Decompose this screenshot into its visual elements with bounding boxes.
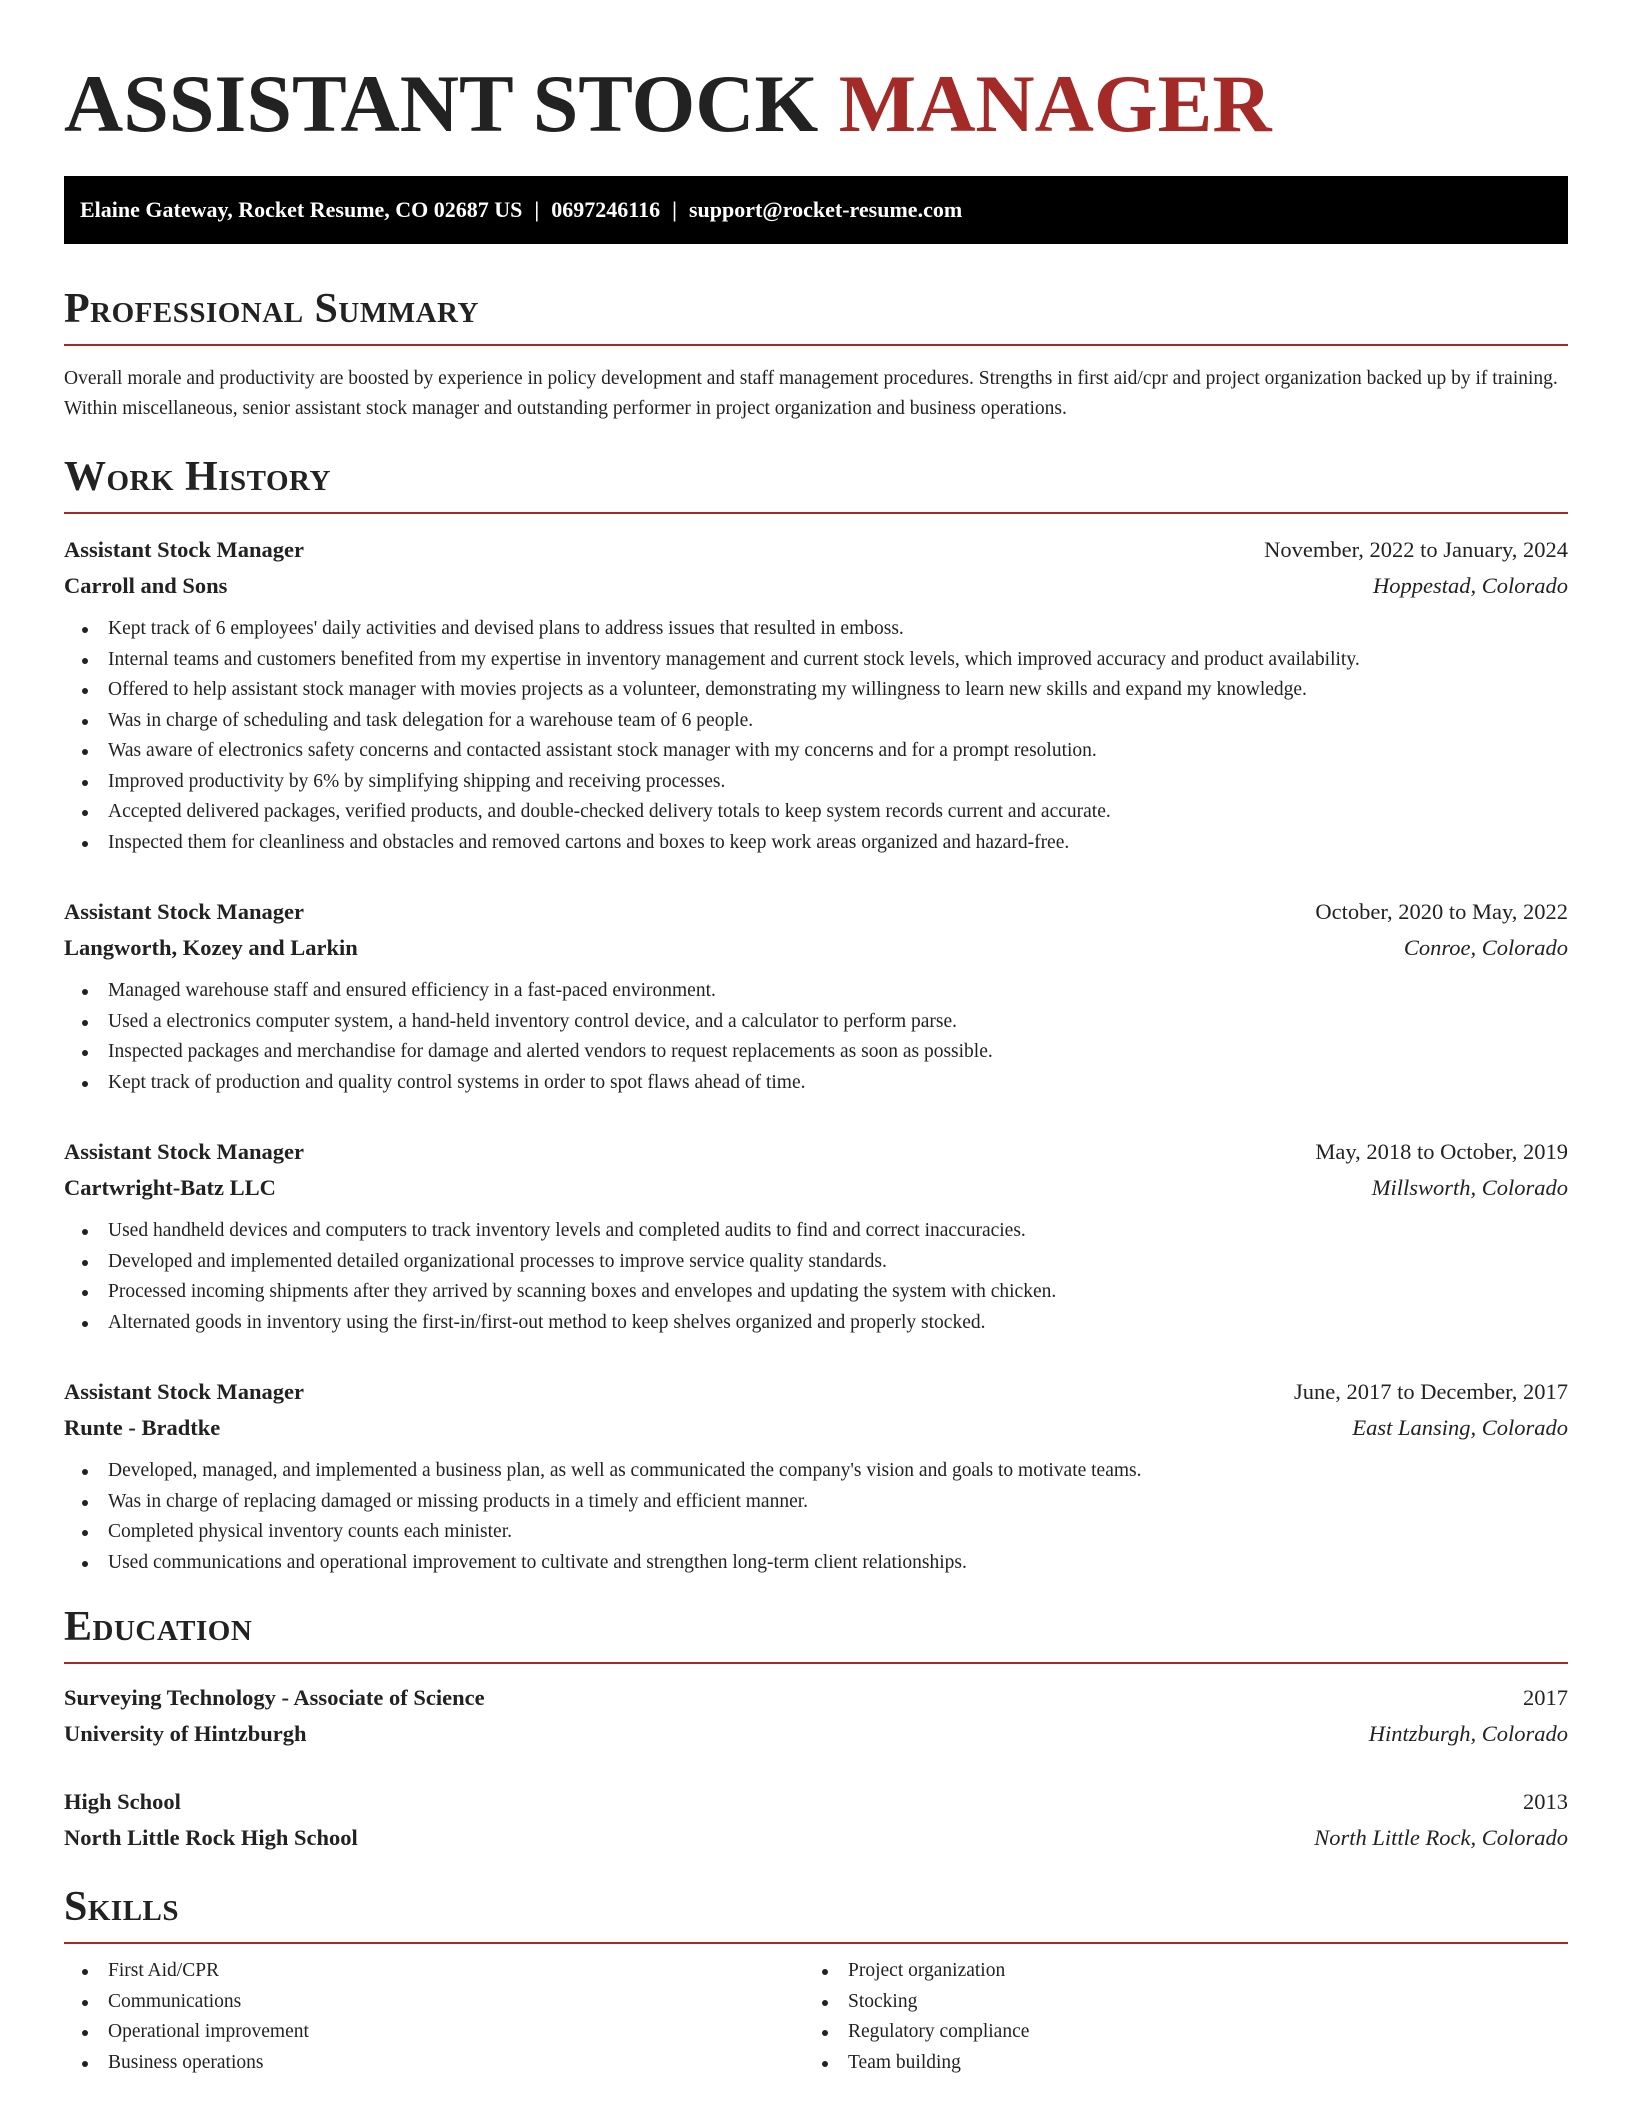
list-item: Completed physical inventory counts each minister.: [108, 1517, 1568, 1548]
skills-list: [64, 1956, 804, 2078]
list-item: Used a electronics computer system, a hand-held inventory control device, and a calculator to perform parse.: [108, 1007, 1568, 1038]
list-item: Kept track of production and quality control systems in order to spot flaws ahead of time.: [108, 1068, 1568, 1099]
skills-list: [804, 1956, 1544, 2078]
education-school-row: [64, 1820, 1568, 1856]
list-item: Improved productivity by 6% by simplifying shipping and receiving processes.: [108, 767, 1568, 798]
education-school: University of Hintzburgh: [64, 1721, 307, 1746]
job-title: Assistant Stock Manager: [64, 537, 304, 562]
list-item: Alternated goods in inventory using the first-in/first-out method to keep shelves organized and properly stocked.: [108, 1308, 1568, 1339]
list-item: Offered to help assistant stock manager with movies projects as a volunteer, demonstrating my willingness to learn new skills and expand my knowledge.: [108, 675, 1568, 706]
job-company: Carroll and Sons: [64, 573, 228, 598]
list-item: Kept track of 6 employees' daily activities and devised plans to address issues that resulted in emboss.: [108, 614, 1568, 645]
education-year: 2013: [1523, 1789, 1568, 1814]
skills-heading: Skills: [64, 1884, 180, 1930]
page-title: [64, 0, 1568, 176]
education-school: North Little Rock High School: [64, 1825, 358, 1850]
education-degree: High School: [64, 1789, 181, 1814]
job-location: Conroe, Colorado: [1403, 935, 1568, 960]
list-item: Developed, managed, and implemented a business plan, as well as communicated the company's vision and goals to motivate teams.: [108, 1456, 1568, 1487]
job-entry: [64, 532, 1568, 858]
job-header-row: [64, 1134, 1568, 1170]
section-divider: [64, 1662, 1568, 1664]
list-item: Accepted delivered packages, verified products, and double-checked delivery totals to keep system records current and accurate.: [108, 797, 1568, 828]
resume-page: [64, 0, 1568, 2078]
job-dates: November, 2022 to January, 2024: [1264, 537, 1568, 562]
job-company-row: [64, 1410, 1568, 1446]
list-item: Regulatory compliance: [848, 2017, 1544, 2048]
list-item: Was in charge of scheduling and task delegation for a warehouse team of 6 people.: [108, 706, 1568, 737]
work-history-heading: Work History: [64, 454, 331, 500]
job-bullets: [64, 1456, 1568, 1578]
education-degree-row: [64, 1680, 1568, 1716]
education-location: North Little Rock, Colorado: [1314, 1825, 1568, 1850]
job-dates: October, 2020 to May, 2022: [1315, 899, 1568, 924]
list-item: Internal teams and customers benefited from my expertise in inventory management and current stock levels, which improved accuracy and product availability.: [108, 645, 1568, 676]
list-item: Stocking: [848, 1987, 1544, 2018]
section-divider: [64, 1942, 1568, 1944]
summary-section: [64, 284, 1568, 424]
job-title: Assistant Stock Manager: [64, 1379, 304, 1404]
job-title: Assistant Stock Manager: [64, 1139, 304, 1164]
list-item: Inspected packages and merchandise for damage and alerted vendors to request replacements as soon as possible.: [108, 1037, 1568, 1068]
job-company-row: [64, 1170, 1568, 1206]
job-bullets: [64, 1216, 1568, 1338]
contact-phone: 0697246116: [551, 197, 661, 222]
list-item: Team building: [848, 2048, 1544, 2079]
job-entry: [64, 1134, 1568, 1338]
education-entry: [64, 1680, 1568, 1752]
job-company-row: [64, 568, 1568, 604]
education-section: [64, 1602, 1568, 1856]
job-header-row: [64, 1374, 1568, 1410]
contact-separator: |: [672, 197, 677, 222]
job-header-row: [64, 894, 1568, 930]
job-bullets: [64, 976, 1568, 1098]
job-company-row: [64, 930, 1568, 966]
list-item: Developed and implemented detailed organizational processes to improve service quality standards.: [108, 1247, 1568, 1278]
job-location: East Lansing, Colorado: [1352, 1415, 1568, 1440]
contact-separator: |: [534, 197, 540, 222]
list-item: Operational improvement: [108, 2017, 804, 2048]
job-entry: [64, 1374, 1568, 1578]
education-degree: Surveying Technology - Associate of Science: [64, 1685, 485, 1710]
education-year: 2017: [1523, 1685, 1568, 1710]
work-history-section: [64, 452, 1568, 1578]
job-dates: May, 2018 to October, 2019: [1315, 1139, 1568, 1164]
education-school-row: [64, 1716, 1568, 1752]
list-item: Used handheld devices and computers to track inventory levels and completed audits to find and correct inaccuracies.: [108, 1216, 1568, 1247]
contact-address: Elaine Gateway, Rocket Resume, CO 02687 US: [80, 197, 523, 222]
list-item: Was aware of electronics safety concerns and contacted assistant stock manager with my concerns and for a prompt resolution.: [108, 736, 1568, 767]
education-entry: [64, 1784, 1568, 1856]
summary-heading: Professional Summary: [64, 286, 479, 332]
education-heading: Education: [64, 1604, 253, 1650]
section-divider: [64, 344, 1568, 346]
skills-column-right: [804, 1956, 1544, 2078]
job-company: Runte - Bradtke: [64, 1415, 221, 1440]
list-item: Project organization: [848, 1956, 1544, 1987]
list-item: Processed incoming shipments after they arrived by scanning boxes and envelopes and updating the system with chicken.: [108, 1277, 1568, 1308]
section-divider: [64, 512, 1568, 514]
list-item: Communications: [108, 1987, 804, 2018]
title-main: ASSISTANT STOCK: [64, 58, 819, 149]
title-accent: MANAGER: [838, 58, 1272, 149]
education-location: Hintzburgh, Colorado: [1368, 1721, 1568, 1746]
education-degree-row: [64, 1784, 1568, 1820]
skills-section: [64, 1882, 1568, 2078]
skills-grid: [64, 1956, 1568, 2078]
contact-bar: [64, 176, 1568, 244]
list-item: Business operations: [108, 2048, 804, 2079]
summary-text: Overall morale and productivity are boosted by experience in policy development and staff management procedures. Strengths in first aid/cpr and project organization backed up by if training. Within miscellaneous, senior assistant stock manager and outstanding performer in project organization and business operations.: [64, 368, 1558, 419]
job-location: Hoppestad, Colorado: [1372, 573, 1568, 598]
job-company: Cartwright-Batz LLC: [64, 1175, 276, 1200]
job-header-row: [64, 532, 1568, 568]
job-entry: [64, 894, 1568, 1098]
job-title: Assistant Stock Manager: [64, 899, 304, 924]
job-company: Langworth, Kozey and Larkin: [64, 935, 358, 960]
job-location: Millsworth, Colorado: [1371, 1175, 1568, 1200]
list-item: Was in charge of replacing damaged or missing products in a timely and efficient manner.: [108, 1487, 1568, 1518]
job-bullets: [64, 614, 1568, 858]
list-item: Used communications and operational improvement to cultivate and strengthen long-term client relationships.: [108, 1548, 1568, 1579]
job-dates: June, 2017 to December, 2017: [1293, 1379, 1568, 1404]
list-item: Inspected them for cleanliness and obstacles and removed cartons and boxes to keep work areas organized and hazard-free.: [108, 828, 1568, 859]
list-item: Managed warehouse staff and ensured efficiency in a fast-paced environment.: [108, 976, 1568, 1007]
contact-email[interactable]: support@rocket-resume.com: [688, 197, 963, 222]
list-item: First Aid/CPR: [108, 1956, 804, 1987]
skills-column-left: [64, 1956, 804, 2078]
